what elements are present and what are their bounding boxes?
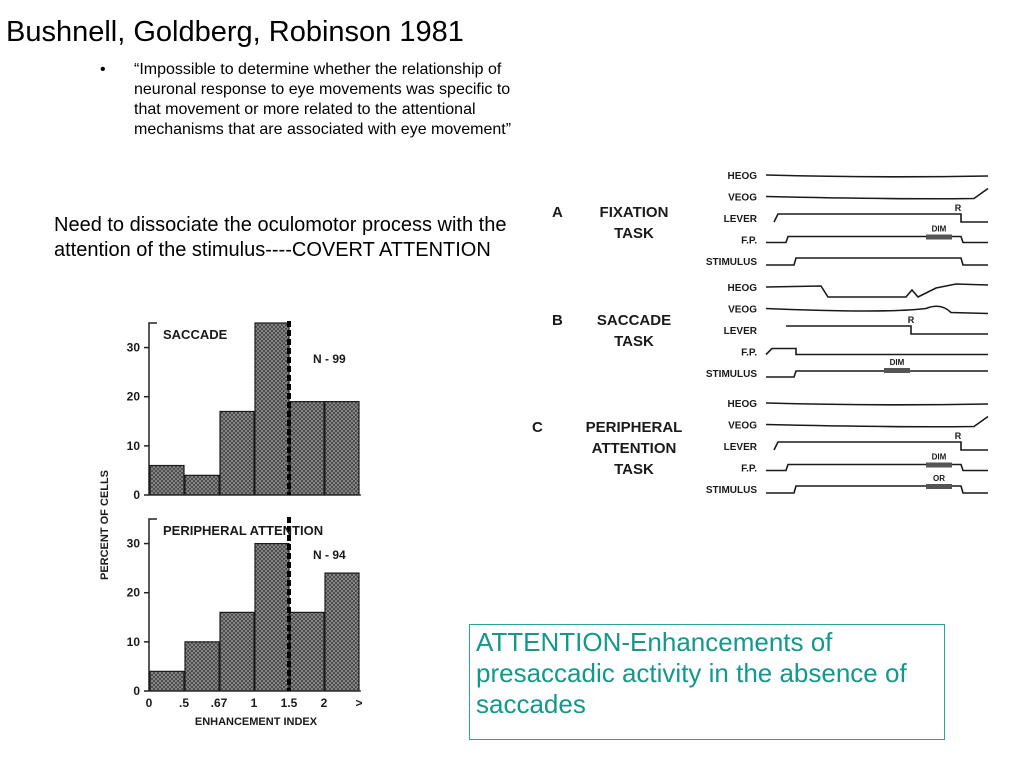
histogram-bar (325, 402, 359, 495)
signal-trace (766, 465, 988, 471)
task-letter: A (552, 204, 563, 221)
y-tick-label: 0 (133, 488, 140, 502)
histogram-bar (290, 612, 324, 691)
signal-trace (766, 306, 988, 313)
x-tick-label: > (355, 696, 363, 710)
histogram-bar (255, 323, 289, 495)
n-annotation: N - 94 (313, 548, 346, 562)
panel-label: SACCADE (163, 327, 228, 342)
dim-marker: DIM (889, 358, 905, 367)
dim-bar (884, 368, 910, 373)
channel-label: F.P. (741, 347, 757, 359)
channel-label: F.P. (741, 463, 757, 475)
y-tick-label: 20 (126, 389, 140, 404)
channel-label: LEVER (723, 214, 757, 225)
signal-trace (766, 189, 988, 199)
task-title-line: TASK (614, 225, 654, 242)
y-axis-label: PERCENT OF CELLS (99, 469, 111, 581)
release-marker: R (954, 431, 962, 441)
stimulus-bar (926, 484, 952, 489)
x-tick-label: 2 (320, 696, 328, 710)
dim-bar (926, 463, 952, 468)
task-letter: B (552, 312, 563, 329)
bullet: • (100, 61, 106, 78)
histogram-bar (150, 466, 184, 495)
channel-label: STIMULUS (705, 257, 757, 268)
signal-trace (766, 349, 988, 355)
signal-trace (766, 237, 988, 243)
stimulus-marker: OR (933, 474, 945, 483)
histogram-bar (185, 642, 219, 691)
y-tick-label: 0 (133, 684, 140, 698)
dim-marker: DIM (931, 452, 947, 462)
dim-bar (926, 235, 952, 240)
dissociation-text: Need to dissociate the oculomotor process with the attention of the stimulus----COVERT ATTENTION (54, 214, 507, 261)
channel-label: VEOG (728, 304, 757, 316)
x-axis-label: ENHANCEMENT INDEX (194, 716, 318, 728)
signal-trace (766, 258, 988, 265)
x-tick-label: .67 (210, 696, 228, 710)
task-title-line: ATTENTION (591, 440, 677, 457)
task-c (532, 399, 988, 496)
saccade-histogram (127, 321, 361, 502)
histogram-bar (255, 544, 289, 691)
enhancement-histograms (92, 315, 392, 735)
signal-trace (766, 417, 988, 427)
histogram-bar (220, 612, 254, 691)
y-tick-label: 30 (126, 340, 140, 355)
histogram-bar (220, 411, 254, 495)
x-tick-label: 1.5 (280, 696, 298, 710)
histogram-bar (150, 671, 184, 691)
histogram-bar (290, 402, 324, 495)
panel-label: PERIPHERAL ATTENTION (163, 523, 324, 538)
channel-label: STIMULUS (705, 369, 757, 380)
release-marker: R (907, 315, 915, 325)
channel-label: HEOG (727, 171, 757, 182)
signal-trace (766, 284, 988, 297)
signal-trace (766, 403, 988, 405)
signal-trace (774, 442, 988, 450)
y-tick-label: 10 (126, 438, 140, 453)
task-title-line: SACCADE (596, 312, 672, 329)
channel-label: HEOG (727, 399, 757, 410)
signal-trace (766, 486, 988, 493)
task-title-line: FIXATION (599, 204, 669, 221)
signal-trace (766, 175, 988, 177)
x-tick-label: 0 (145, 696, 153, 710)
attention-callout: ATTENTION-Enhancements of presaccadic activity in the absence of saccades (469, 624, 945, 740)
histogram-bar (325, 573, 359, 691)
task-traces-figure (530, 165, 995, 500)
channel-label: LEVER (723, 442, 757, 453)
task-b (552, 283, 988, 380)
histogram-bar (185, 475, 219, 495)
signal-trace (774, 214, 988, 222)
slide-title: Bushnell, Goldberg, Robinson 1981 (6, 16, 464, 48)
channel-label: VEOG (728, 192, 757, 204)
channel-label: STIMULUS (705, 485, 757, 496)
channel-label: F.P. (741, 235, 757, 247)
release-marker: R (954, 203, 962, 213)
quote-text: “Impossible to determine whether the relationship of neuronal response to eye movements was specific to that movement or more related to the attentional mechanisms that are associated with eye movement” (134, 61, 512, 138)
channel-label: LEVER (723, 326, 757, 337)
peripheral-attention-histogram (127, 517, 363, 710)
signal-trace (786, 326, 988, 334)
y-tick-label: 20 (126, 585, 140, 600)
panel-frame (149, 519, 157, 691)
x-tick-label: 1 (250, 696, 258, 710)
y-tick-label: 30 (126, 536, 140, 551)
y-tick-label: 10 (126, 634, 140, 649)
x-tick-label: .5 (178, 696, 190, 710)
task-title-line: PERIPHERAL (585, 419, 683, 436)
channel-label: VEOG (728, 420, 757, 432)
n-annotation: N - 99 (313, 352, 346, 366)
task-title-line: TASK (614, 333, 654, 350)
dim-marker: DIM (931, 224, 947, 234)
signal-trace (766, 371, 988, 377)
channel-label: HEOG (727, 283, 757, 294)
task-letter: C (532, 419, 543, 436)
task-a (552, 171, 988, 268)
task-title-line: TASK (614, 461, 654, 478)
